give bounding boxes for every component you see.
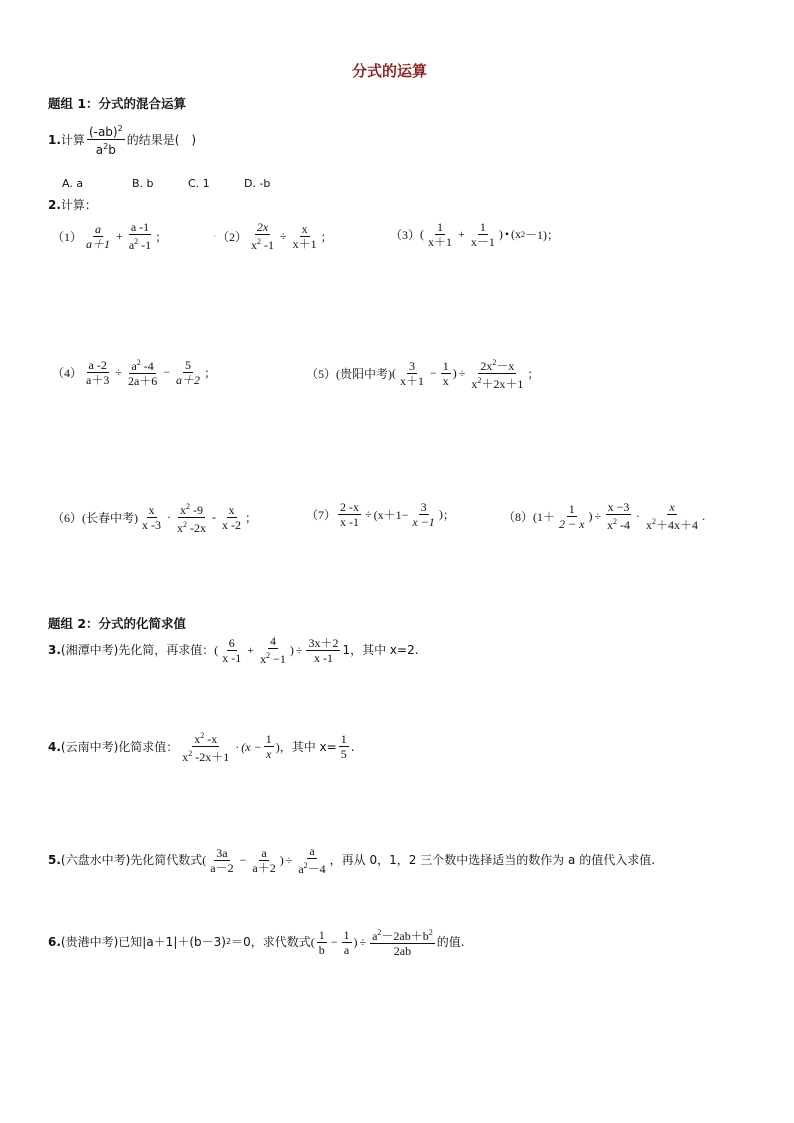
option-b: B. b [132, 177, 154, 190]
problem-2-5: （5）(贵阳中考) ( $\frac{3}{x+1}$ − $\frac{1}{x}$ ) ÷ $\frac{2x^2-x}{x^2+2x+1}$ ； [306, 358, 540, 391]
option-c: C. 1 [188, 177, 210, 190]
fraction: $\frac{a^2 -4}{2a+6}$ [127, 358, 158, 388]
fraction: $\frac{1}{a}$ [343, 927, 350, 957]
problem-2-6: （6）(长春中考) $\frac{x}{x -3}$ · $\frac{x^2 -9}{x^2 -2x}$ - $\frac{x}{x -2}$ ； [52, 502, 258, 535]
question-number: 2. [48, 198, 61, 212]
question-3: 3. (湘潭中考)先化简，再求值： ( $\frac{6}{x -1}$ + $\frac{4}{x^2 -1}$ ) ÷ $\frac{3x+2}{x -1}$ 1，其中 x=2. [48, 634, 419, 666]
problem-2-4: （4） $\frac{a -2}{a+3}$ ÷ $\frac{a^2 -4}{2a+6}$ − $\frac{5}{a+2}$ ； [52, 357, 217, 388]
problem-label: （2） [217, 229, 248, 244]
problem-2-1: （1） $\frac{a}{a+1}$ + $\frac{a -1}{a^2 -1}$ ； [52, 220, 168, 252]
fraction: $\frac{x^2 -9}{x^2 -2x}$ [177, 502, 206, 535]
question-prefix: (贵港中考)已知|a＋1|＋(b－3) [60, 935, 226, 949]
problem-label: （5）(贵阳中考) [306, 367, 392, 381]
fraction: $\frac{1}{x-1}$ [470, 220, 495, 249]
question-prefix: 计算 [60, 132, 85, 147]
question-number: 3. [48, 643, 61, 657]
problem-label: （3） [390, 228, 421, 242]
question-prefix: (六盘水中考)先化简代数式 [60, 853, 203, 867]
question-label: 计算： [60, 198, 97, 212]
question-condition: ，其中 x= [279, 739, 337, 754]
problem-2-3: （3） ( $\frac{1}{x+1}$ + $\frac{1}{x-1}$ ) • (x 2 －1)； [390, 220, 560, 249]
fraction: $\frac{x}{x -3}$ [142, 503, 161, 532]
fraction: $\frac{a}{a+2}$ [252, 845, 276, 875]
problem-2-7: （7） $\frac{2 -x}{x -1}$ ÷ (x＋1− $\frac{3}{x -1}$ ) ； [306, 500, 455, 529]
fraction: $\frac{a^2-2ab+b^2}{2ab}$ [372, 928, 433, 958]
fraction: $\frac{(-ab)^2}{a^2b}$ [88, 124, 123, 157]
fraction: $\frac{a}{a^2-4}$ [298, 844, 326, 876]
problem-label: （4） [52, 365, 83, 380]
problem-label: （8） [503, 509, 534, 524]
fraction: $\frac{5}{a+2}$ [176, 357, 201, 387]
section-heading-2: 题组 2：分式的化简求值 [48, 616, 187, 631]
problem-label: （6）(长春中考) [52, 511, 138, 525]
fraction: $\frac{1}{x}$ [265, 732, 272, 761]
question-number: 5. [48, 853, 61, 867]
fraction: $\frac{1}{x+1}$ [428, 220, 453, 249]
question-suffix: ，再从 0，1，2 三个数中选择适当的数作为 a 的值代入求值. [329, 853, 656, 867]
question-number: 6. [48, 935, 61, 949]
problem-label: （7） [306, 508, 337, 522]
fraction: $\frac{3x+2}{x -1}$ [308, 635, 339, 665]
fraction: $\frac{x}{x^2+4x+4}$ [646, 500, 699, 532]
fraction: $\frac{1}{2 - x}$ [559, 501, 585, 531]
question-prefix: (云南中考)化简求值： [60, 739, 179, 754]
fraction: $\frac{4}{x^2 -1}$ [260, 634, 286, 666]
option-a: A. a [62, 177, 84, 190]
question-number: 1. [48, 132, 61, 147]
fraction: $\frac{3}{x+1}$ [400, 359, 425, 388]
fraction: $\frac{a}{a+1}$ [86, 221, 111, 251]
question-suffix: 的结果是( ) [126, 132, 197, 147]
problem-2-8: （8） (1＋ $\frac{1}{2 - x}$ ) ÷ $\frac{x -3}{x^2 -4}$ · $\frac{x}{x^2+4x+4}$ . [503, 500, 706, 532]
problem-2-2: · （2） $\frac{2x}{x^2 -1}$ ÷ $\frac{x}{x+1}$ ； [213, 220, 333, 252]
problem-label: （1） [52, 229, 83, 244]
fraction: $\frac{6}{x -1}$ [222, 635, 242, 665]
fraction: $\frac{1}{b}$ [318, 927, 325, 957]
question-5: 5. (六盘水中考)先化简代数式 ( $\frac{3a}{a-2}$ − $\frac{a}{a+2}$ ) ÷ $\frac{a}{a^2-4}$ ，再从 0，1，2 三个数中选择适当的数作为 a 的值代入求值. [48, 844, 656, 876]
question-6: 6. (贵港中考)已知|a＋1|＋(b－3) 2 ＝0，求代数式 ( $\frac{1}{b}$ − $\frac{1}{a}$ ) ÷ $\frac{a^2-2ab+b^2}{2ab}$ 的值. [48, 927, 465, 958]
fraction: $\frac{x}{x -2}$ [222, 503, 241, 532]
page-title: 分式的运算 [352, 62, 428, 80]
question-suffix: 的值. [436, 935, 465, 949]
fraction: $\frac{a -2}{a+3}$ [86, 357, 110, 387]
fraction: $\frac{x}{x+1}$ [292, 221, 317, 251]
bullet-icon: · [213, 228, 217, 243]
question-2 [48, 199, 97, 211]
section-heading-1: 题组 1：分式的混合运算 [48, 96, 187, 111]
question-suffix: 1，其中 x=2. [342, 643, 419, 657]
fraction: $\frac{2x^2-x}{x^2+2x+1}$ [471, 358, 524, 391]
fraction: $\frac{a -1}{a^2 -1}$ [128, 220, 152, 252]
option-d: D. -b [244, 177, 271, 190]
fraction: $\frac{1}{x}$ [442, 359, 449, 388]
question-number: 4. [48, 739, 61, 754]
question-prefix: (湘潭中考)先化简，再求值： [60, 643, 215, 657]
question-4: 4. (云南中考)化简求值： $\frac{x^2 -x}{x^2 -2x+1}$ · (x − $\frac{1}{x}$ ) ，其中 x= $\frac{1}{5}$ . [48, 731, 355, 764]
fraction: $\frac{1}{5}$ [340, 732, 347, 761]
fraction: $\frac{3}{x -1}$ [412, 500, 435, 529]
fraction: $\frac{x -3}{x^2 -4}$ [607, 500, 631, 532]
fraction: $\frac{3a}{a-2}$ [210, 845, 234, 875]
fraction: $\frac{2x}{x^2 -1}$ [251, 220, 275, 252]
question-1 [48, 122, 196, 157]
fraction: $\frac{2 -x}{x -1}$ [340, 500, 360, 529]
fraction: $\frac{x^2 -x}{x^2 -2x+1}$ [182, 731, 230, 764]
